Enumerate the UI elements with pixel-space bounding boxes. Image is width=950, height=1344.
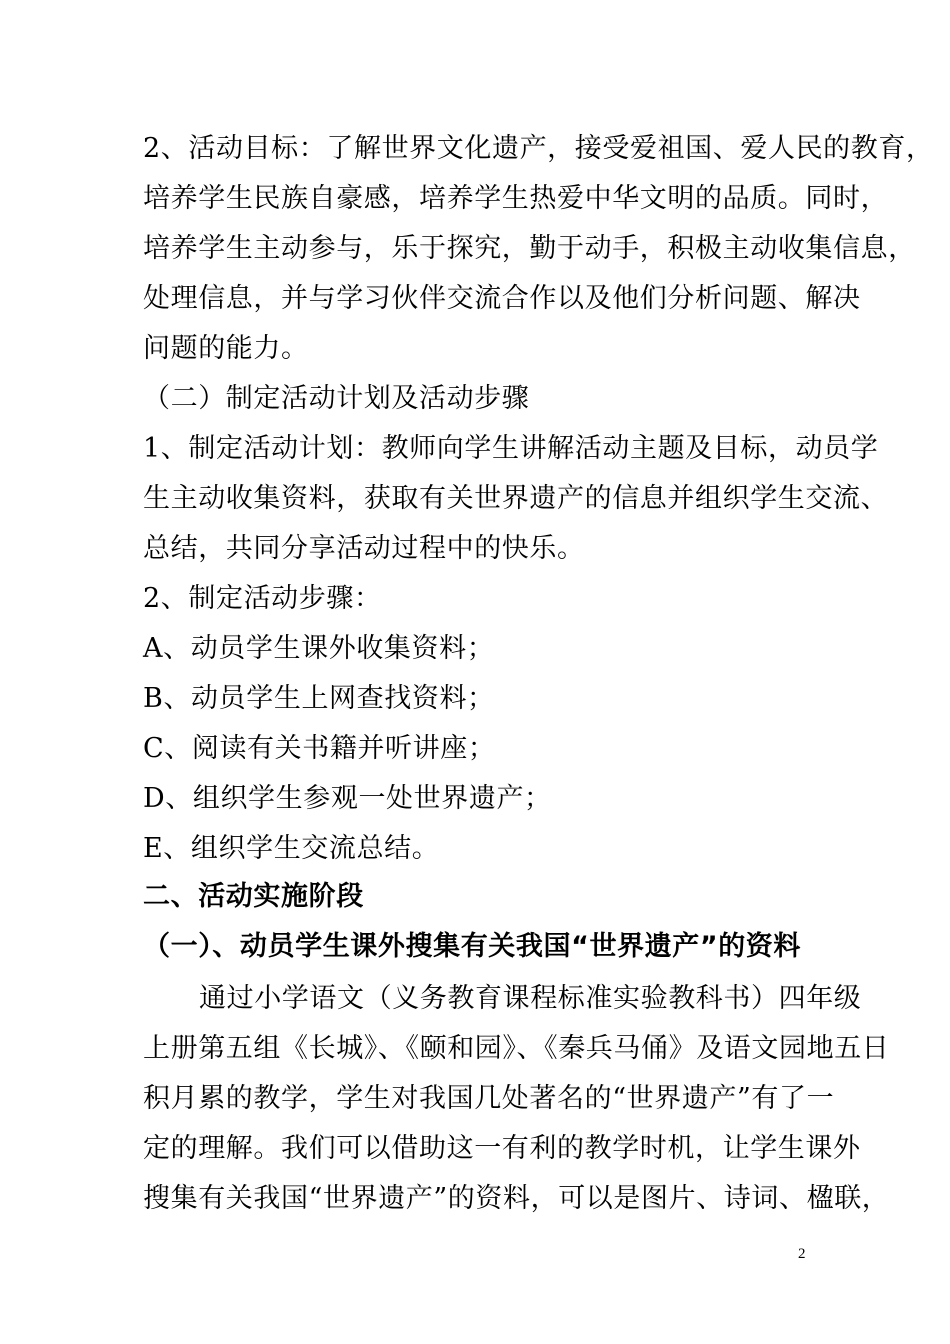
body-paragraph-line-1: 通过小学语文（义务教育课程标准实验教科书）四年级 — [199, 983, 862, 1014]
activity-goal-line-5: 问题的能力。 — [143, 333, 309, 364]
activity-goal-line-3: 培养学生主动参与，乐于探究，勤于动手，积极主动收集信息， — [143, 233, 916, 264]
plan-line-1: 1、制定活动计划：教师向学生讲解活动主题及目标，动员学 — [143, 433, 879, 464]
step-e: E、组织学生交流总结。 — [143, 833, 440, 864]
plan-line-2: 生主动收集资料，获取有关世界遗产的信息并组织学生交流、 — [143, 483, 889, 514]
section-implementation-heading: 二、活动实施阶段 — [143, 881, 364, 912]
activity-goal-line-1: 2、活动目标：了解世界文化遗产，接受爱祖国、爱人民的教育， — [143, 133, 934, 164]
step-c: C、阅读有关书籍并听讲座； — [143, 733, 496, 764]
body-paragraph-line-3: 积月累的教学，学生对我国几处著名的“世界遗产”有了一 — [143, 1083, 835, 1114]
body-paragraph-line-5: 搜集有关我国“世界遗产”的资料，可以是图片、诗词、楹联， — [143, 1183, 890, 1214]
plan-line-3: 总结，共同分享活动过程中的快乐。 — [143, 533, 585, 564]
steps-heading: 2、制定活动步骤： — [143, 583, 382, 614]
body-paragraph-line-4: 定的理解。我们可以借助这一有利的教学时机，让学生课外 — [143, 1133, 861, 1164]
step-a: A、动员学生课外收集资料； — [143, 633, 495, 664]
step-d: D、组织学生参观一处世界遗产； — [143, 783, 552, 814]
body-paragraph-line-2: 上册第五组《长城》、《颐和园》、《秦兵马俑》及语文园地五日 — [143, 1033, 890, 1064]
subsection-collect-heading: （一）、动员学生课外搜集有关我国“世界遗产”的资料 — [143, 931, 801, 962]
page-number: 2 — [798, 1246, 806, 1262]
activity-goal-line-2: 培养学生民族自豪感，培养学生热爱中华文明的品质。同时， — [143, 183, 889, 214]
step-b: B、动员学生上网查找资料； — [143, 683, 495, 714]
activity-goal-line-4: 处理信息，并与学习伙伴交流合作以及他们分析问题、解决 — [143, 283, 861, 314]
section-plan-heading: （二）制定活动计划及活动步骤 — [143, 383, 530, 414]
